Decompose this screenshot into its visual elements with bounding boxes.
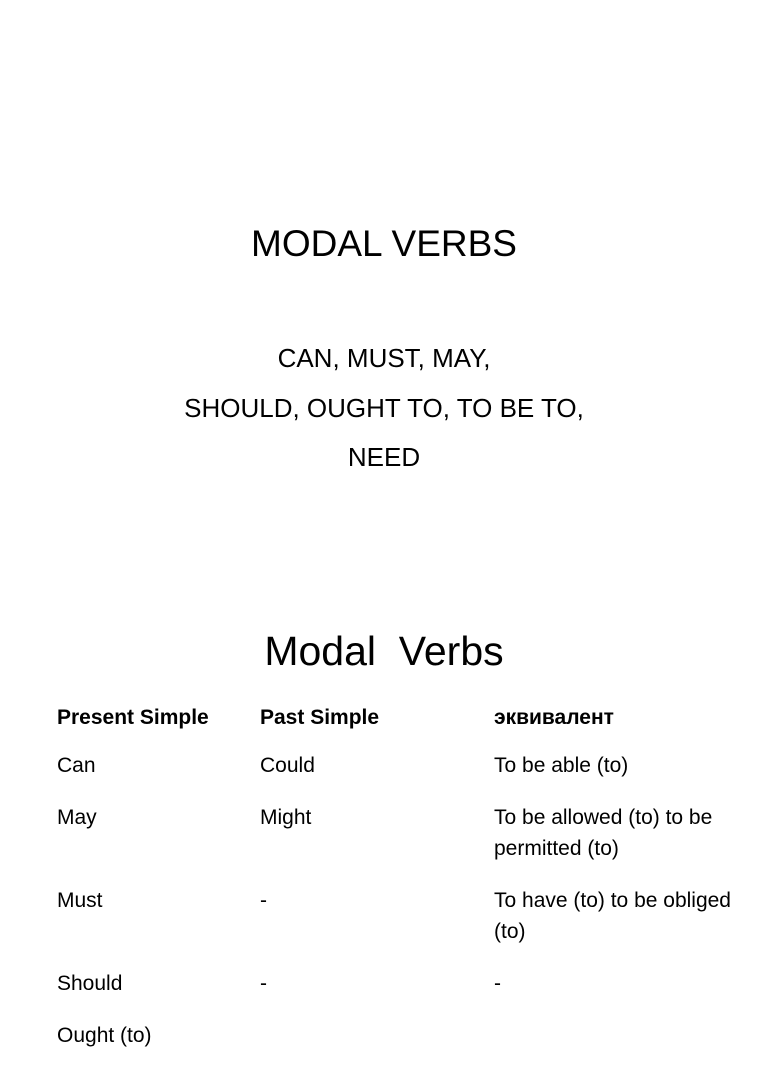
table-row: [57, 1020, 737, 1072]
header-past-simple: Past Simple: [260, 706, 380, 729]
table-cell: Might: [260, 806, 312, 829]
table-cell: [494, 1020, 737, 1072]
table-row: [57, 885, 737, 968]
table-cell: Could: [260, 754, 315, 777]
table-row: [57, 968, 737, 1020]
table-cell: Should: [57, 972, 123, 995]
table-cell: May: [57, 806, 97, 829]
subtitle-line: CAN, MUST, MAY,: [277, 343, 491, 373]
table-cell: Ought (to): [57, 1024, 152, 1047]
header-present-simple: Present Simple: [57, 706, 209, 729]
table-cell: -: [260, 889, 267, 912]
table-cell: To be able (to): [494, 754, 629, 777]
table-cell: -: [494, 972, 501, 995]
subtitle-line: SHOULD, OUGHT TO, TO BE TO,: [184, 392, 584, 423]
table-title: Modal Verbs: [264, 628, 504, 674]
table-header-row: [57, 700, 737, 750]
table-row: [57, 802, 737, 885]
table-cell: Can: [57, 754, 96, 777]
table-cell: To have (to) to be obliged (to): [494, 889, 731, 943]
subtitle-line: NEED: [347, 442, 421, 472]
table-cell: To be allowed (to) to be permitted (to): [494, 806, 713, 860]
table-cell: Must: [57, 889, 103, 912]
header-equivalent: эквивалент: [494, 706, 614, 729]
table-cell: -: [260, 972, 267, 995]
table-cell: [260, 1020, 494, 1072]
slide-title: MODAL VERBS: [251, 223, 517, 264]
modal-verbs-table: [57, 700, 737, 1072]
slide-subtitle: [0, 334, 768, 483]
table-row: [57, 750, 737, 802]
